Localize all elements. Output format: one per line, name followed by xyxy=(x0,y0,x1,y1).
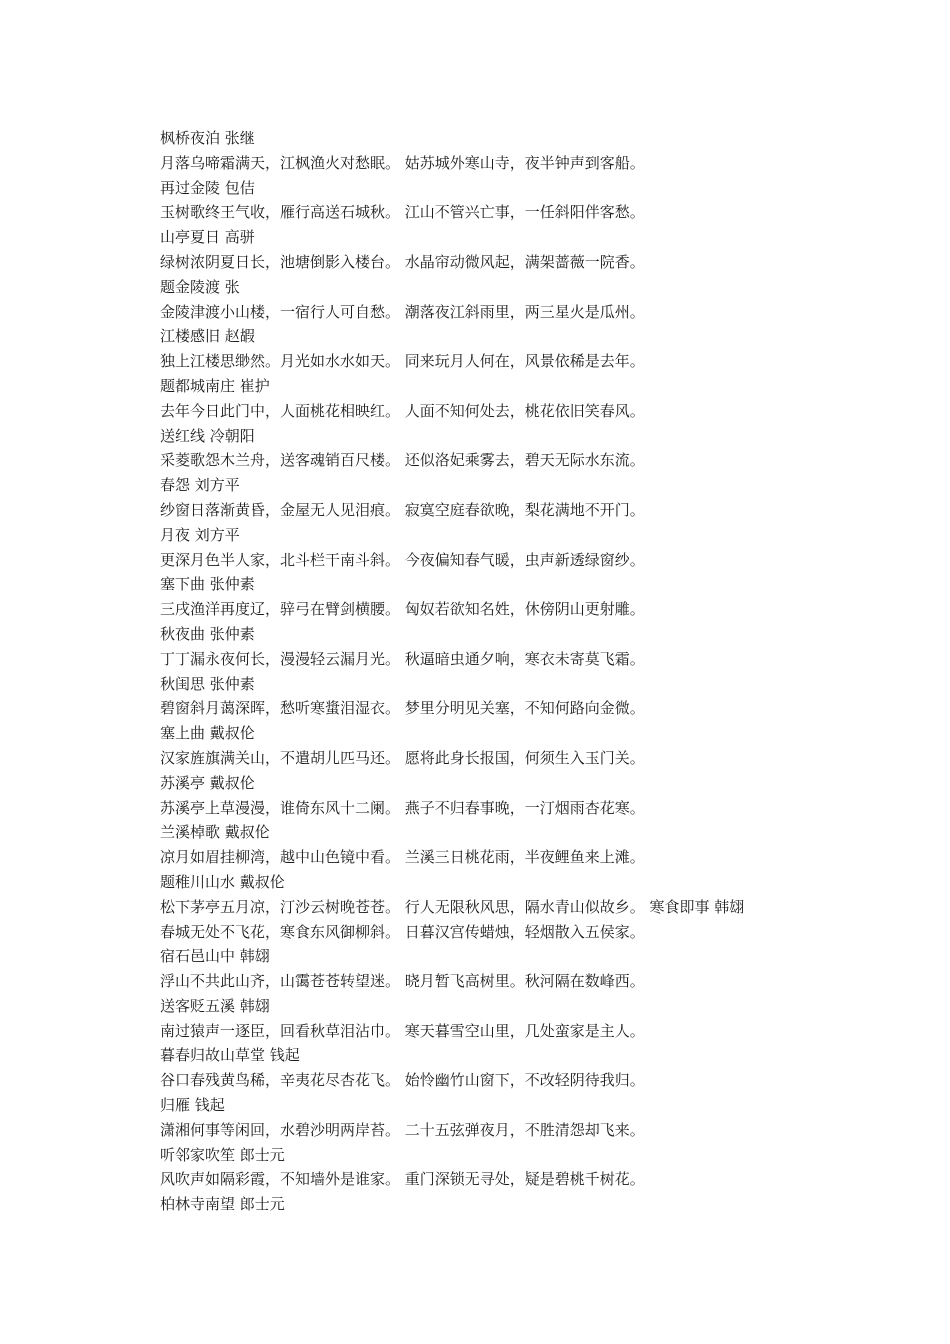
poem-title: 题金陵渡 张 xyxy=(160,277,240,296)
poem-title: 江楼感旧 赵嘏 xyxy=(160,327,255,346)
poem-verse: 玉树歌终王气收，雁行高送石城秋。 江山不管兴亡事，一任斜阳伴客愁。 xyxy=(160,203,645,222)
poem-verse: 凉月如眉挂柳湾，越中山色镜中看。 兰溪三日桃花雨，半夜鲤鱼来上滩。 xyxy=(160,848,645,867)
poem-verse: 金陵津渡小山楼，一宿行人可自愁。 潮落夜江斜雨里，两三星火是瓜州。 xyxy=(160,302,645,321)
poem-verse: 风吹声如隔彩霞，不知墙外是谁家。 重门深锁无寻处，疑是碧桃千树花。 xyxy=(160,1170,645,1189)
poem-title: 兰溪棹歌 戴叔伦 xyxy=(160,823,270,842)
poem-title: 归雁 钱起 xyxy=(160,1096,225,1115)
poem-verse: 谷口春残黄鸟稀，辛夷花尽杏花飞。 始怜幽竹山窗下，不改轻阴待我归。 xyxy=(160,1071,645,1090)
poem-title: 枫桥夜泊 张继 xyxy=(160,129,255,147)
poem-title: 秋夜曲 张仲素 xyxy=(160,624,255,643)
poem-verse: 苏溪亭上草漫漫，谁倚东风十二阑。 燕子不归春事晚，一汀烟雨杏花寒。 xyxy=(160,798,645,817)
poem-title: 塞下曲 张仲素 xyxy=(160,575,255,594)
poem-title: 暮春归故山草堂 钱起 xyxy=(160,1046,300,1065)
poem-verse: 绿树浓阴夏日长，池塘倒影入楼台。 水晶帘动微风起，满架蔷薇一院香。 xyxy=(160,252,645,271)
poem-title: 苏溪亭 戴叔伦 xyxy=(160,773,255,792)
poem-verse: 潇湘何事等闲回，水碧沙明两岸苔。 二十五弦弹夜月，不胜清怨却飞来。 xyxy=(160,1120,645,1139)
poem-title: 柏林寺南望 郎士元 xyxy=(160,1195,285,1214)
poem-verse: 纱窗日落渐黄昏，金屋无人见泪痕。 寂寞空庭春欲晚，梨花满地不开门。 xyxy=(160,500,645,519)
poem-verse: 月落乌啼霜满天，江枫渔火对愁眠。 姑苏城外寒山寺，夜半钟声到客船。 xyxy=(160,153,645,172)
poem-verse: 三戌渔洋再度辽，骍弓在臂剑横腰。 匈奴若欲知名姓，休傍阴山更射雕。 xyxy=(160,600,645,619)
poem-title: 宿石邑山中 韩翃 xyxy=(160,947,270,966)
poem-verse: 春城无处不飞花，寒食东风御柳斜。 日暮汉宫传蜡烛，轻烟散入五侯家。 xyxy=(160,922,645,941)
poem-verse: 更深月色半人家，北斗栏干南斗斜。 今夜偏知春气暖，虫声新透绿窗纱。 xyxy=(160,550,645,569)
poem-title: 山亭夏日 高骈 xyxy=(160,228,255,247)
poem-title: 题都城南庄 崔护 xyxy=(160,376,270,395)
poem-title: 再过金陵 包佶 xyxy=(160,178,255,197)
poem-title: 春怨 刘方平 xyxy=(160,476,240,495)
poem-title: 送红线 冷朝阳 xyxy=(160,426,255,445)
poem-verse: 汉家旌旗满关山，不遣胡儿匹马还。 愿将此身长报国，何须生入玉门关。 xyxy=(160,748,645,767)
poem-verse: 去年今日此门中，人面桃花相映红。 人面不知何处去，桃花依旧笑春风。 xyxy=(160,401,645,420)
poem-verse: 松下茅亭五月凉，汀沙云树晚苍苍。 行人无限秋风思，隔水青山似故乡。 寒食即事 韩翃 xyxy=(160,897,745,916)
poem-verse: 南过猿声一逐臣，回看秋草泪沾巾。 寒天暮雪空山里，几处蛮家是主人。 xyxy=(160,1021,645,1040)
poem-text-block xyxy=(160,126,920,1217)
poem-title: 月夜 刘方平 xyxy=(160,525,240,544)
poem-title: 题稚川山水 戴叔伦 xyxy=(160,872,285,891)
poem-verse: 采菱歌怨木兰舟，送客魂销百尺楼。 还似洛妃乘雾去，碧天无际水东流。 xyxy=(160,451,645,470)
poem-title: 塞上曲 戴叔伦 xyxy=(160,724,255,743)
poem-verse: 碧窗斜月蔼深晖，愁听寒螀泪湿衣。 梦里分明见关塞，不知何路向金微。 xyxy=(160,699,645,718)
poem-verse: 丁丁漏永夜何长，漫漫轻云漏月光。 秋逼暗虫通夕响，寒衣未寄莫飞霜。 xyxy=(160,649,645,668)
poem-verse: 浮山不共此山齐，山霭苍苍转望迷。 晓月暂飞高树里。秋河隔在数峰西。 xyxy=(160,972,645,991)
poem-verse: 独上江楼思缈然。月光如水水如天。 同来玩月人何在，风景依稀是去年。 xyxy=(160,352,645,371)
poem-title: 送客贬五溪 韩翃 xyxy=(160,996,270,1015)
poem-title: 秋闺思 张仲素 xyxy=(160,674,255,693)
poem-title: 听邻家吹笙 郎士元 xyxy=(160,1145,285,1164)
